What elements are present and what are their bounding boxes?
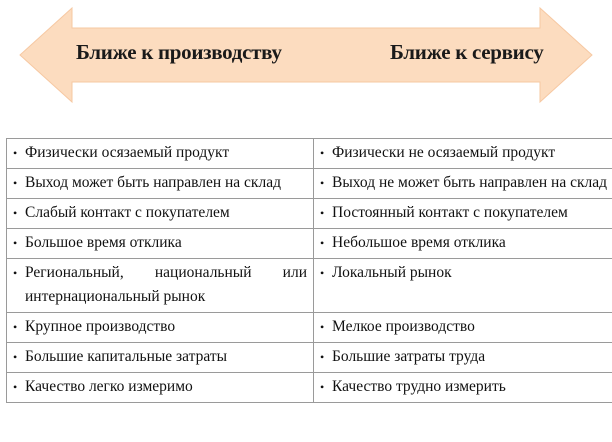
arrow-left-label: Ближе к производству [76,40,282,64]
bullet-icon: • [13,380,18,394]
table-cell-production [7,313,314,343]
table-row [7,139,612,169]
table-row [7,169,612,199]
table-row [7,259,612,313]
table-row [7,229,612,259]
cell-text: Физически не осязаемый продукт [332,144,556,161]
table-cell-service [314,169,612,199]
comparison-table-wrapper [6,138,606,403]
bullet-icon: • [13,206,18,220]
cell-text: Крупное производство [25,318,176,335]
cell-text: Большое время отклика [25,234,182,251]
comparison-table-body [7,139,612,403]
bullet-icon: • [13,176,18,190]
table-cell-service [314,373,612,403]
bullet-icon: • [320,176,325,190]
table-cell-service [314,313,612,343]
double-arrow-header [0,0,612,110]
bullet-icon: • [320,146,325,160]
bullet-icon: • [13,350,18,364]
bullet-icon: • [320,266,325,280]
table-cell-production [7,259,314,313]
bullet-icon: • [320,320,325,334]
table-cell-production [7,229,314,259]
cell-text: Региональный, национальный или интернациональный рынок [25,264,307,305]
cell-text: Небольшое время отклика [332,234,506,251]
bullet-icon: • [13,320,18,334]
bullet-icon: • [13,266,18,280]
arrow-right-label: Ближе к сервису [390,40,544,64]
table-cell-production [7,199,314,229]
cell-text: Качество трудно измерить [332,378,506,395]
table-cell-service [314,229,612,259]
bullet-icon: • [320,380,325,394]
table-cell-service [314,259,612,313]
table-cell-production [7,169,314,199]
table-cell-production [7,373,314,403]
cell-text: Большие капитальные затраты [25,348,228,365]
bullet-icon: • [13,146,18,160]
cell-text: Слабый контакт с покупателем [25,204,230,221]
cell-text: Постоянный контакт с покупателем [332,204,568,221]
table-row [7,313,612,343]
bullet-icon: • [13,236,18,250]
cell-text: Мелкое производство [332,318,475,335]
table-cell-production [7,139,314,169]
bullet-icon: • [320,350,325,364]
table-cell-service [314,139,612,169]
table-cell-production [7,343,314,373]
table-cell-service [314,343,612,373]
cell-text: Большие затраты труда [332,348,486,365]
cell-text: Выход может быть направлен на склад [25,174,281,191]
cell-text: Качество легко измеримо [25,378,193,395]
bullet-icon: • [320,236,325,250]
bullet-icon: • [320,206,325,220]
cell-text: Физически осязаемый продукт [25,144,230,161]
table-row [7,199,612,229]
table-row [7,373,612,403]
table-cell-service [314,199,612,229]
comparison-table [6,138,612,403]
cell-text: Локальный рынок [332,264,452,281]
cell-text: Выход не может быть направлен на склад [332,174,608,191]
table-row [7,343,612,373]
